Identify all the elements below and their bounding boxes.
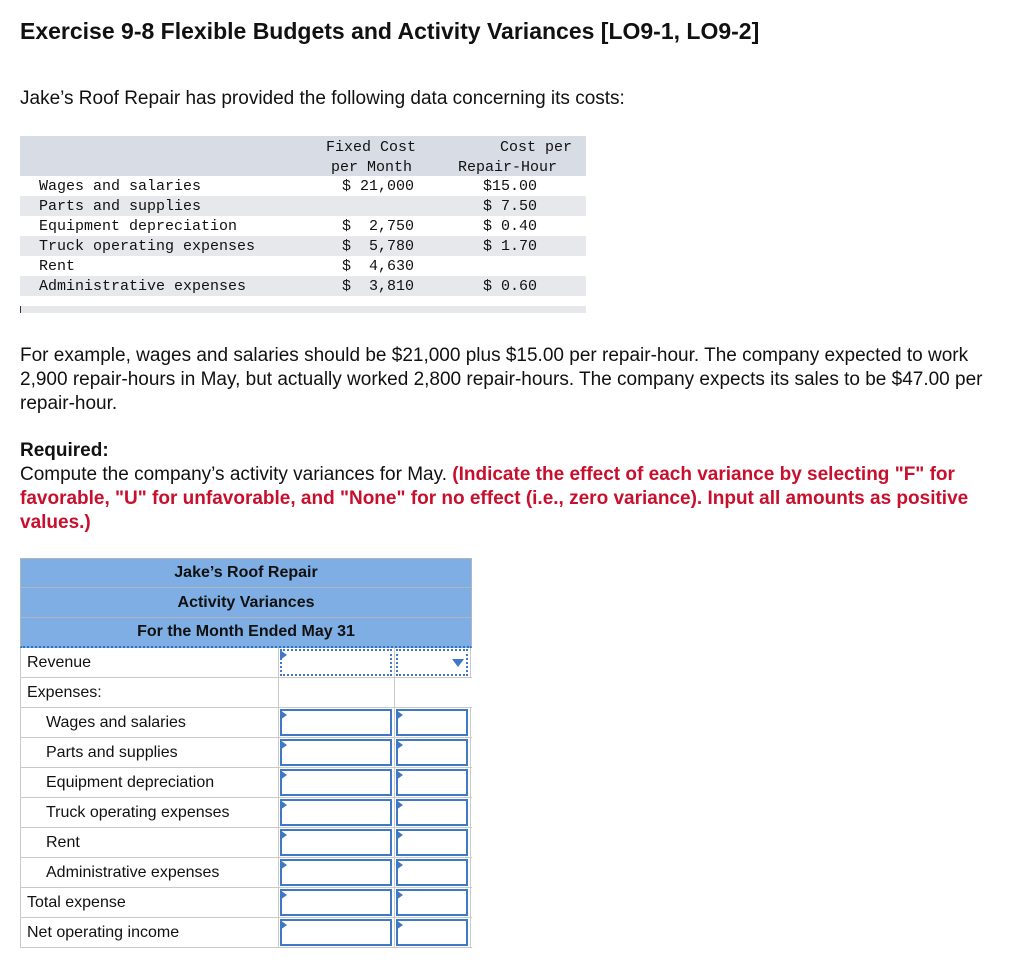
table-row-admin	[20, 858, 472, 888]
row-label: Administrative expenses	[21, 858, 279, 887]
input-marker-icon	[396, 860, 403, 870]
input-marker-icon	[280, 740, 287, 750]
fixed-cost-header: Fixed Cost	[326, 139, 417, 156]
rent-effect-select[interactable]	[396, 829, 468, 856]
input-marker-icon	[396, 890, 403, 900]
parts-effect-select[interactable]	[396, 739, 468, 766]
input-marker-icon	[396, 740, 403, 750]
row-label: Wages and salaries	[21, 708, 279, 737]
input-marker-icon	[280, 860, 287, 870]
table-period-header: For the Month Ended May 31	[20, 618, 472, 648]
cost-label: Administrative expenses	[39, 278, 247, 295]
table-row-parts	[20, 738, 472, 768]
table-report-header: Activity Variances	[20, 588, 472, 618]
input-marker-icon	[280, 920, 287, 930]
cost-label: Rent	[39, 258, 76, 275]
fixed-cost-value: $ 21,000	[342, 178, 415, 195]
table-row-noi	[20, 918, 472, 948]
input-marker-icon	[280, 890, 287, 900]
row-label: Rent	[21, 828, 279, 857]
input-marker-icon	[396, 830, 403, 840]
table-company-header: Jake’s Roof Repair	[20, 558, 472, 588]
intro-text: Jake’s Roof Repair has provided the following data concerning its costs:	[20, 88, 625, 109]
row-label: Net operating income	[21, 918, 279, 947]
depreciation-variance-input[interactable]	[280, 769, 392, 796]
admin-effect-select[interactable]	[396, 859, 468, 886]
table-row-revenue	[20, 648, 472, 678]
cost-data-table	[20, 136, 586, 313]
required-label: Required:	[20, 440, 109, 461]
cost-label: Equipment depreciation	[39, 218, 238, 235]
row-label: Total expense	[21, 888, 279, 917]
input-marker-icon	[396, 920, 403, 930]
fixed-cost-value: $ 2,750	[342, 218, 415, 235]
variable-cost-header: Repair-Hour	[458, 159, 558, 176]
input-marker-icon	[396, 710, 403, 720]
row-label: Equipment depreciation	[21, 768, 279, 797]
wages-variance-input[interactable]	[280, 709, 392, 736]
input-marker-icon	[280, 770, 287, 780]
fixed-cost-value: $ 5,780	[342, 238, 415, 255]
activity-variance-table	[20, 558, 472, 948]
variable-cost-value: $15.00	[483, 178, 538, 195]
table-row-rent	[20, 828, 472, 858]
instructions-text: Compute the company’s activity variances for May.	[20, 464, 447, 485]
cost-label: Truck operating expenses	[39, 238, 256, 255]
row-label: Truck operating expenses	[21, 798, 279, 827]
revenue-variance-input[interactable]	[280, 649, 392, 676]
row-label: Revenue	[21, 648, 279, 677]
cost-table-divider	[20, 306, 586, 313]
table-row-wages	[20, 708, 472, 738]
truck-variance-input[interactable]	[280, 799, 392, 826]
fixed-cost-header: per Month	[331, 159, 413, 176]
fixed-cost-value: $ 4,630	[342, 258, 415, 275]
noi-variance-input[interactable]	[280, 919, 392, 946]
variable-cost-value: $ 0.40	[483, 218, 538, 235]
cost-label: Wages and salaries	[39, 178, 202, 195]
input-marker-icon	[280, 830, 287, 840]
table-row-truck	[20, 798, 472, 828]
variable-cost-value: $ 0.60	[483, 278, 538, 295]
input-marker-icon	[280, 710, 287, 720]
page-title: Exercise 9-8 Flexible Budgets and Activity Variances [LO9-1, LO9-2]	[20, 18, 760, 44]
table-row-total-expense	[20, 888, 472, 918]
admin-variance-input[interactable]	[280, 859, 392, 886]
noi-effect-select[interactable]	[396, 919, 468, 946]
example-text: For example, wages and salaries should be $21,000 plus $15.00 per repair-hour. The company expected to work 2,900 repair-hours in May, but actually worked 2,800 repair-hours. The company expects its sales to be $47.00 per repair-hour.	[20, 345, 983, 414]
total-expense-variance-input[interactable]	[280, 889, 392, 916]
input-marker-icon	[280, 800, 287, 810]
input-marker-icon	[396, 770, 403, 780]
depreciation-effect-select[interactable]	[396, 769, 468, 796]
input-marker-icon	[396, 800, 403, 810]
rent-variance-input[interactable]	[280, 829, 392, 856]
variable-cost-header: Cost per	[500, 139, 573, 156]
table-row-depreciation	[20, 768, 472, 798]
row-label: Parts and supplies	[21, 738, 279, 767]
chevron-down-icon[interactable]	[452, 659, 464, 667]
instructions	[20, 463, 1005, 535]
parts-variance-input[interactable]	[280, 739, 392, 766]
fixed-cost-value: $ 3,810	[342, 278, 415, 295]
instructions-note: (Indicate the effect of each variance by selecting "F" for favorable, "U" for unfavorable, and "None" for no effect (i.e., zero variance). Input all amounts as positive values.)	[20, 464, 969, 533]
truck-effect-select[interactable]	[396, 799, 468, 826]
input-marker-icon	[280, 650, 287, 660]
variable-cost-value: $ 7.50	[483, 198, 538, 215]
table-row-expenses	[20, 678, 472, 708]
variable-cost-value: $ 1.70	[483, 238, 538, 255]
wages-effect-select[interactable]	[396, 709, 468, 736]
row-label: Expenses:	[21, 678, 279, 707]
cost-label: Parts and supplies	[39, 198, 202, 215]
total-expense-effect-select[interactable]	[396, 889, 468, 916]
